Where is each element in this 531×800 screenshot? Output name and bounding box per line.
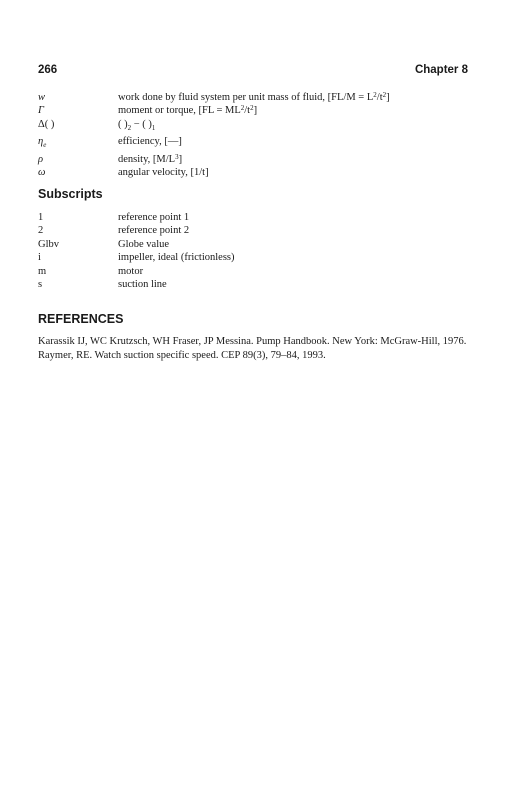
subscript-row xyxy=(38,211,468,224)
symbol-description: ( )$_2$ − ( )$_1$ xyxy=(118,118,156,132)
subscript-description: motor xyxy=(118,265,144,277)
nomenclature-row xyxy=(38,91,468,104)
nomenclature-row xyxy=(38,118,468,136)
subscript-symbol: Glbv xyxy=(38,238,59,250)
reference-entry: Raymer, RE. Watch suction specific speed. CEP 89(3), 79–84, 1993. xyxy=(38,350,326,362)
symbol: Γ xyxy=(38,105,44,117)
nomenclature-row xyxy=(38,153,468,166)
symbol-description: efficiency, [—] xyxy=(118,136,182,148)
references-list xyxy=(38,335,468,363)
subscript-symbol: s xyxy=(38,279,43,291)
symbol: ρ xyxy=(38,153,44,165)
subscript-symbol: i xyxy=(38,252,41,264)
subscripts-list xyxy=(38,211,468,291)
subscript-description: Globe value xyxy=(118,238,170,250)
symbol-description: moment or torque, $[FL = ML^2/t^2]$ xyxy=(118,104,258,117)
document-page xyxy=(38,0,468,800)
reference-entry: Karassik IJ, WC Krutzsch, WH Fraser, JP Messina. Pump Handbook. New York: McGraw-Hill, 1976. xyxy=(38,336,467,347)
subscript-description: suction line xyxy=(118,279,167,291)
page-header xyxy=(38,64,468,80)
subscript-symbol: m xyxy=(38,265,47,277)
nomenclature-row xyxy=(38,104,468,117)
symbol: $\eta_e$ xyxy=(38,136,47,150)
subscript-row xyxy=(38,278,468,291)
subscript-symbol: 2 xyxy=(38,225,44,237)
subscript-description: impeller, ideal (frictionless) xyxy=(118,252,235,264)
symbol-description: density, $[M/L^3]$ xyxy=(118,152,183,165)
nomenclature-row xyxy=(38,166,468,179)
subscript-row xyxy=(38,238,468,251)
symbol: w xyxy=(38,92,46,103)
subscript-row xyxy=(38,251,468,264)
page-number: 266 xyxy=(38,64,58,76)
nomenclature-row xyxy=(38,135,468,153)
symbol: ω xyxy=(38,167,46,179)
references-heading: REFERENCES xyxy=(38,312,124,326)
subscript-row xyxy=(38,265,468,278)
symbol-description: angular velocity, [1/t] xyxy=(118,167,209,179)
chapter-label: Chapter 8 xyxy=(414,64,468,76)
symbol-description: work done by fluid system per unit mass of fluid, $[FL/M = L^2/t^2]$ xyxy=(118,91,390,103)
subscript-description: reference point 2 xyxy=(118,225,190,237)
nomenclature-list xyxy=(38,91,468,180)
symbol: Δ( ) xyxy=(38,118,55,130)
subscript-row xyxy=(38,224,468,237)
subscript-symbol: 1 xyxy=(38,212,44,223)
subscript-description: reference point 1 xyxy=(118,212,190,223)
subscripts-heading: Subscripts xyxy=(38,187,103,201)
